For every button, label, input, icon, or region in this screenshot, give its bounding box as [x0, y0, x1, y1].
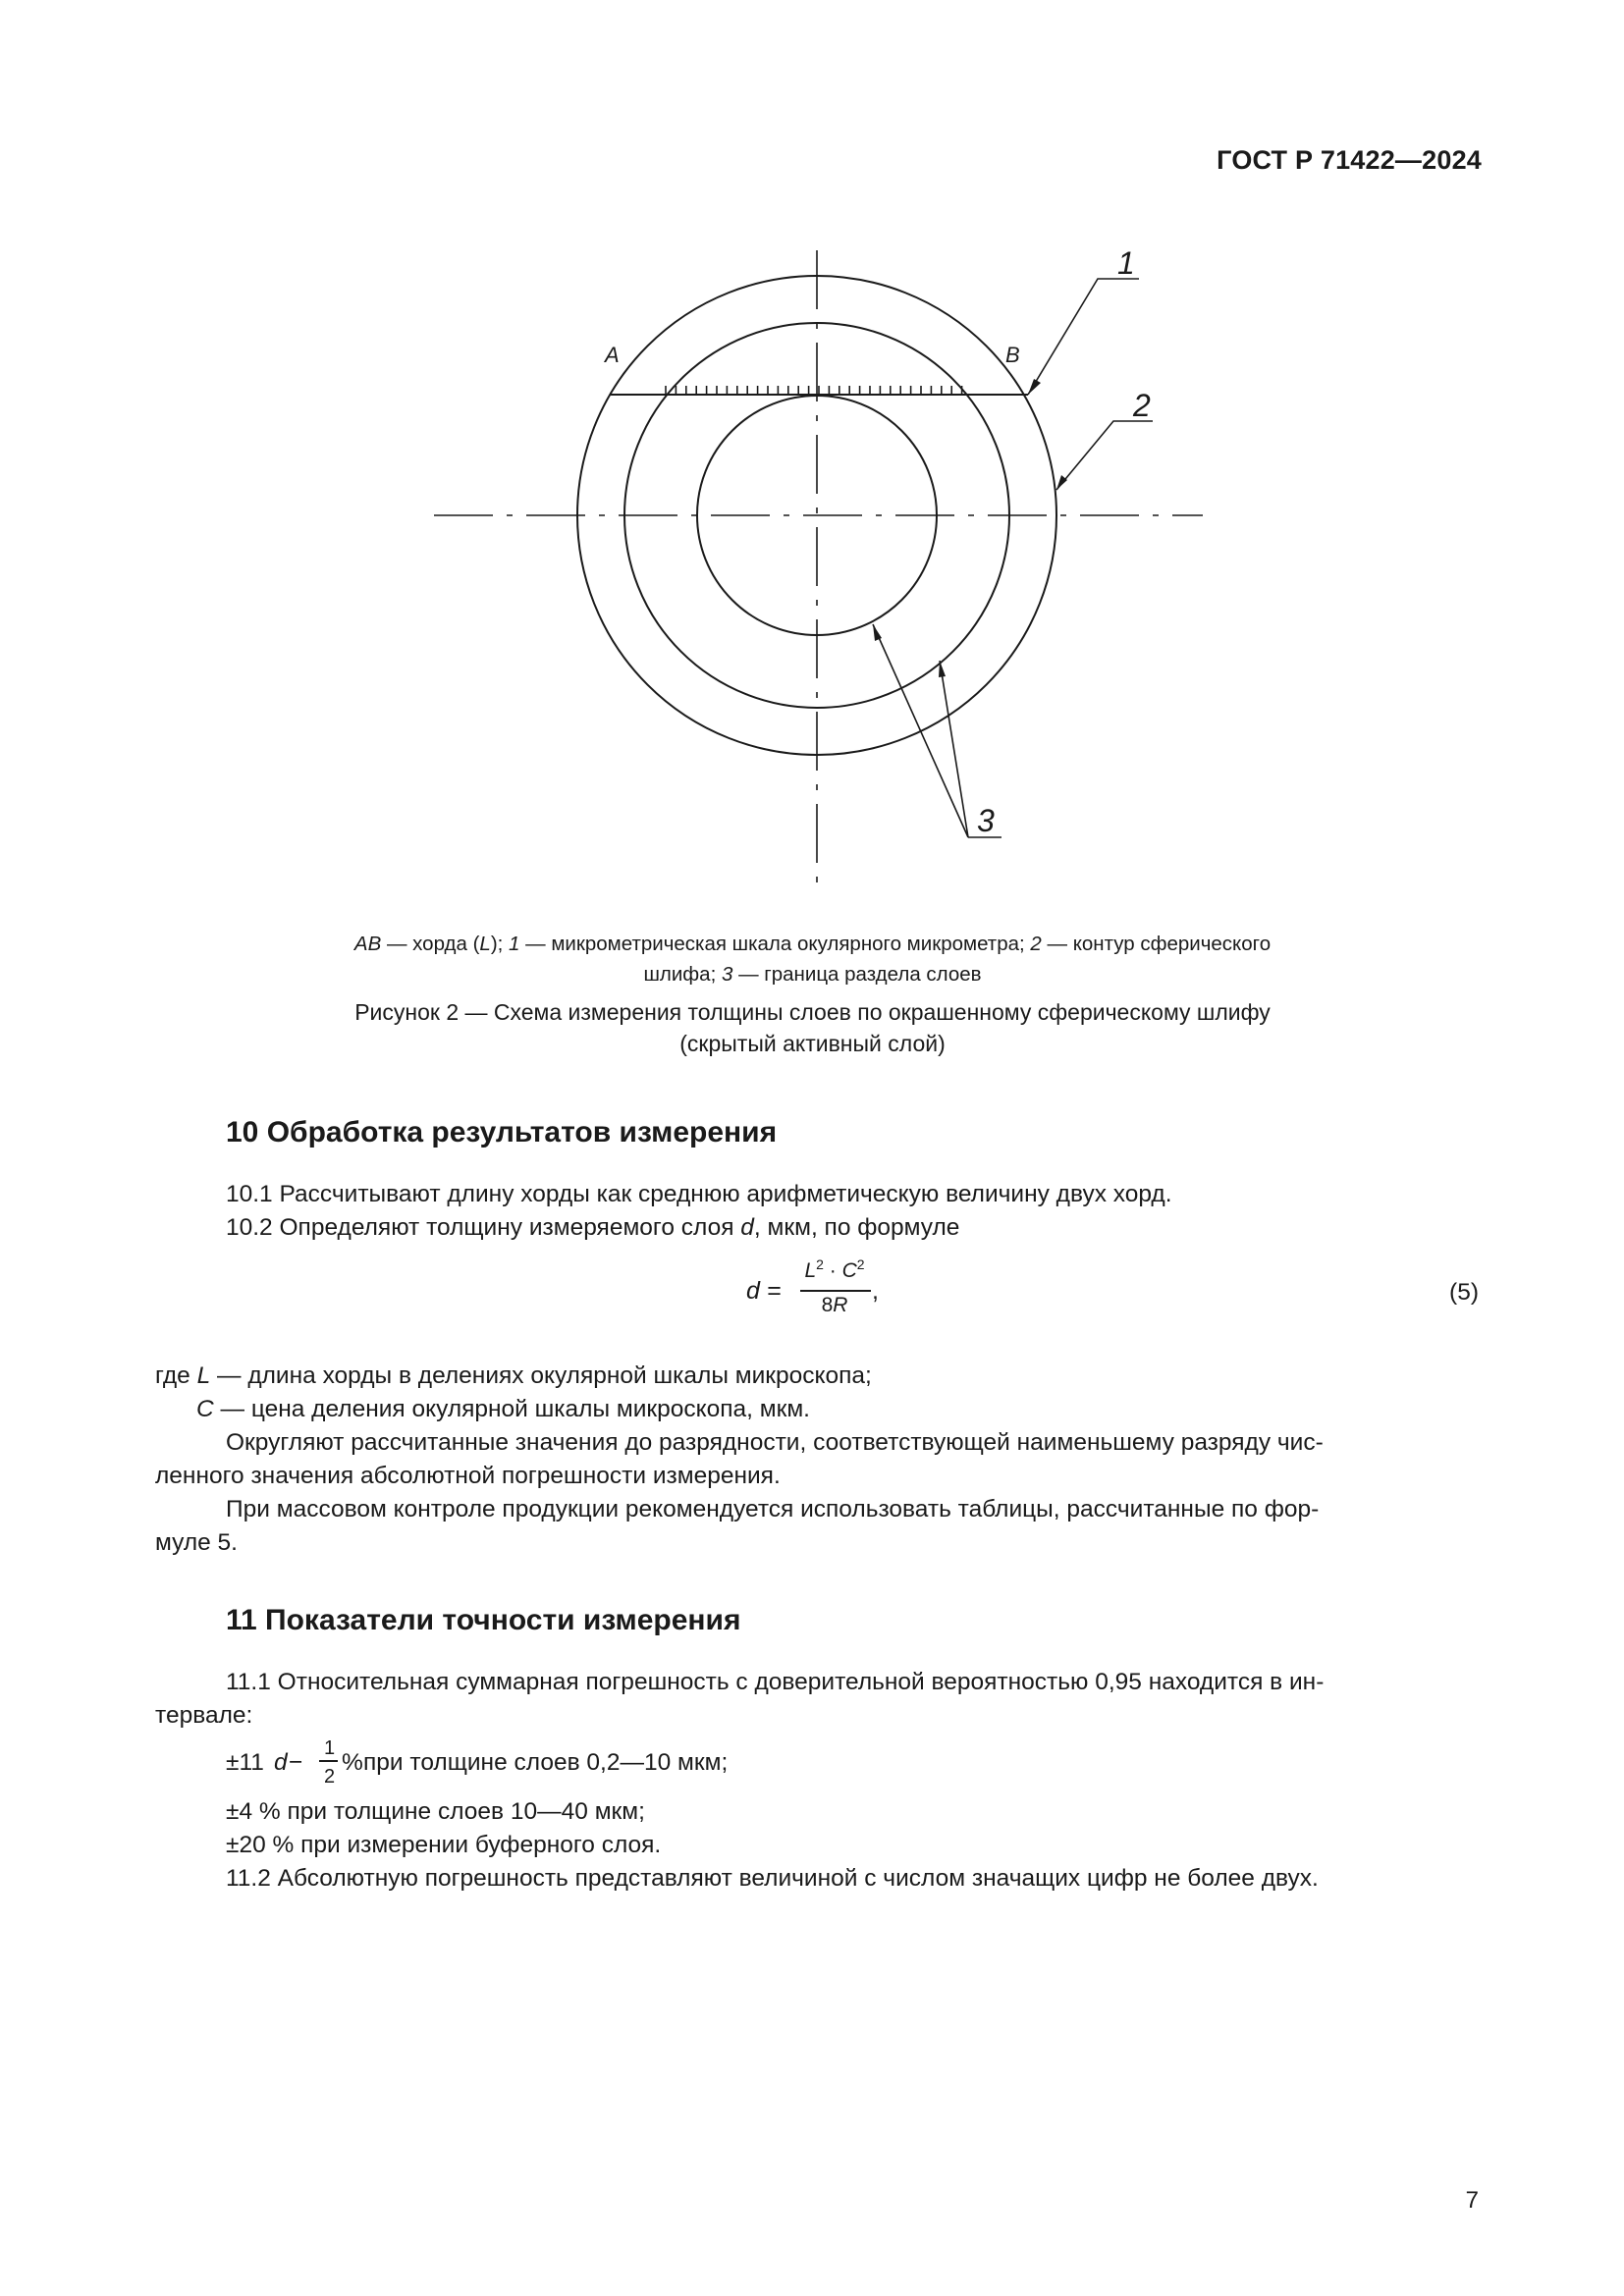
formula-numerator: $L^2 \cdot C^2$	[804, 1256, 865, 1282]
paragraph-10-2: 10.2 Определяют толщину измеряемого слоя d, мкм, по формуле	[226, 1214, 960, 1241]
figure-caption: Рисунок 2 — Схема измерения толщины слоев по окрашенному сферическому шлифу (скрытый активный слой)	[354, 999, 1271, 1056]
page-number: 7	[1465, 2187, 1479, 2214]
paragraph-11-1-l1: 11.1 Относительная суммарная погрешность с доверительной вероятностью 0,95 находится в ин-	[226, 1669, 1325, 1695]
leader-line-3b	[940, 661, 968, 837]
leader-line-1	[1028, 279, 1139, 395]
paragraph-mass-control-l2: муле 5.	[155, 1529, 238, 1556]
paragraph-rounding-l2: ленного значения абсолютной погрешности измерения.	[155, 1463, 781, 1489]
leader-arrow-3b	[939, 661, 946, 677]
where-c: C — цена деления окулярной шкалы микроскопа, мкм.	[196, 1396, 810, 1422]
accuracy-item-3: ±20 % при измерении буферного слоя.	[226, 1832, 662, 1858]
label-a: А	[605, 343, 620, 367]
label-2: 2	[1133, 388, 1151, 423]
leader-line-2	[1056, 421, 1153, 490]
paragraph-11-2: 11.2 Абсолютную погрешность представляют величиной с числом значащих цифр не более двух.	[226, 1865, 1319, 1892]
where-l: где L — длина хорды в делениях окулярной шкалы микроскопа;	[155, 1362, 872, 1389]
figure-legend: АВ — хорда (L); 1 — микрометрическая шкала окулярного микрометра; 2 — контур сферического шлифа; 3 — граница раздела слоев	[353, 933, 1272, 986]
formula-5: d = $L^2 \cdot C^2$ 8R ,	[746, 1256, 879, 1316]
leader-arrow-3a	[873, 624, 882, 641]
legend-ab: АВ	[353, 933, 382, 955]
accuracy-item-2: ±4 % при толщине слоев 10—40 мкм;	[226, 1798, 645, 1825]
micrometer-scale-ticks	[666, 386, 962, 395]
leader-arrow-2	[1056, 475, 1067, 490]
document-code: ГОСТ Р 71422—2024	[1217, 145, 1482, 175]
paragraph-mass-control-l1: При массовом контроле продукции рекомендуется использовать таблицы, рассчитанные по фор-	[226, 1496, 1320, 1522]
section-10-title: 10 Обработка результатов измерения	[226, 1116, 778, 1148]
paragraph-11-1-l2: тервале:	[155, 1702, 253, 1729]
paragraph-10-1: 10.1 Рассчитывают длину хорды как среднюю арифметическую величину двух хорд.	[226, 1181, 1172, 1207]
label-3: 3	[977, 803, 995, 838]
formula-denominator: 8R	[821, 1294, 848, 1316]
accuracy-item-1: ±11 d − 1 2 % при толщине слоев 0,2—10 мкм;	[226, 1737, 729, 1788]
figure-2	[412, 231, 1218, 913]
formula-fraction-bar	[800, 1290, 871, 1292]
label-1: 1	[1117, 245, 1135, 281]
section-11-title: 11 Показатели точности измерения	[226, 1604, 741, 1636]
label-b: В	[1005, 343, 1020, 367]
paragraph-rounding-l1: Округляют рассчитанные значения до разрядности, соответствующей наименьшему разряду чис-	[226, 1429, 1324, 1456]
layer-measurement-diagram	[412, 231, 1218, 908]
leader-line-3a	[873, 624, 968, 837]
formula-number: (5)	[1449, 1279, 1479, 1306]
leader-arrow-1	[1028, 379, 1041, 395]
